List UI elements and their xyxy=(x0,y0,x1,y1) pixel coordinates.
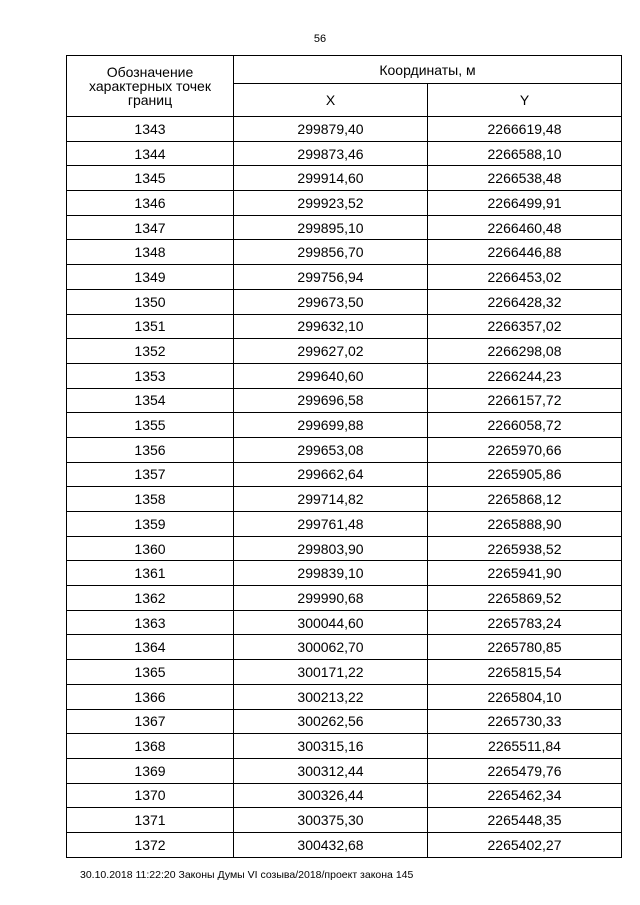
point-id-cell: 1345 xyxy=(67,166,234,191)
point-id-cell: 1362 xyxy=(67,586,234,611)
point-id-cell: 1366 xyxy=(67,684,234,709)
point-id-cell: 1360 xyxy=(67,536,234,561)
table-row xyxy=(67,783,622,808)
x-cell: 299756,94 xyxy=(234,265,428,290)
x-cell: 299662,64 xyxy=(234,462,428,487)
y-cell: 2266428,32 xyxy=(428,289,622,314)
point-id-cell: 1352 xyxy=(67,339,234,364)
page-number: 56 xyxy=(313,33,327,45)
table-row xyxy=(67,117,622,142)
y-cell: 2266619,48 xyxy=(428,117,622,142)
table-row xyxy=(67,388,622,413)
x-cell: 299873,46 xyxy=(234,141,428,166)
footer-text: 30.10.2018 11:22:20 Законы Думы VI созыва/2018/проект закона 145 xyxy=(80,869,414,881)
x-cell: 299673,50 xyxy=(234,289,428,314)
point-id-cell: 1343 xyxy=(67,117,234,142)
y-cell: 2265868,12 xyxy=(428,487,622,512)
table-row xyxy=(67,684,622,709)
table-body xyxy=(67,117,622,858)
y-cell: 2265941,90 xyxy=(428,561,622,586)
y-cell: 2265970,66 xyxy=(428,437,622,462)
y-cell: 2265804,10 xyxy=(428,684,622,709)
x-cell: 299761,48 xyxy=(234,512,428,537)
table-row xyxy=(67,462,622,487)
point-id-cell: 1356 xyxy=(67,437,234,462)
table-row xyxy=(67,363,622,388)
y-cell: 2266460,48 xyxy=(428,215,622,240)
table-row xyxy=(67,191,622,216)
point-id-cell: 1369 xyxy=(67,758,234,783)
x-cell: 299714,82 xyxy=(234,487,428,512)
table-row xyxy=(67,586,622,611)
point-id-cell: 1367 xyxy=(67,709,234,734)
y-cell: 2265905,86 xyxy=(428,462,622,487)
y-cell: 2266058,72 xyxy=(428,413,622,438)
table-row xyxy=(67,512,622,537)
y-cell: 2265815,54 xyxy=(428,660,622,685)
point-id-cell: 1357 xyxy=(67,462,234,487)
header-coordinates: Координаты, м xyxy=(234,56,622,84)
point-id-cell: 1358 xyxy=(67,487,234,512)
x-cell: 299640,60 xyxy=(234,363,428,388)
header-x: X xyxy=(234,84,428,117)
table-row xyxy=(67,610,622,635)
table-row xyxy=(67,215,622,240)
x-cell: 299923,52 xyxy=(234,191,428,216)
x-cell: 300062,70 xyxy=(234,635,428,660)
table-row xyxy=(67,734,622,759)
point-id-cell: 1371 xyxy=(67,808,234,833)
x-cell: 299653,08 xyxy=(234,437,428,462)
y-cell: 2266453,02 xyxy=(428,265,622,290)
x-cell: 299839,10 xyxy=(234,561,428,586)
x-cell: 300326,44 xyxy=(234,783,428,808)
point-id-cell: 1344 xyxy=(67,141,234,166)
y-cell: 2265511,84 xyxy=(428,734,622,759)
y-cell: 2265479,76 xyxy=(428,758,622,783)
x-cell: 299895,10 xyxy=(234,215,428,240)
table-row xyxy=(67,339,622,364)
point-id-cell: 1353 xyxy=(67,363,234,388)
y-cell: 2265938,52 xyxy=(428,536,622,561)
point-id-cell: 1354 xyxy=(67,388,234,413)
point-id-cell: 1355 xyxy=(67,413,234,438)
point-id-cell: 1347 xyxy=(67,215,234,240)
x-cell: 300312,44 xyxy=(234,758,428,783)
y-cell: 2265402,27 xyxy=(428,832,622,857)
x-cell: 299699,88 xyxy=(234,413,428,438)
point-id-cell: 1372 xyxy=(67,832,234,857)
table-row xyxy=(67,487,622,512)
table-row xyxy=(67,265,622,290)
y-cell: 2266588,10 xyxy=(428,141,622,166)
y-cell: 2265783,24 xyxy=(428,610,622,635)
y-cell: 2265869,52 xyxy=(428,586,622,611)
point-id-cell: 1370 xyxy=(67,783,234,808)
table-row xyxy=(67,832,622,857)
point-id-cell: 1351 xyxy=(67,314,234,339)
point-id-cell: 1348 xyxy=(67,240,234,265)
y-cell: 2266538,48 xyxy=(428,166,622,191)
y-cell: 2265780,85 xyxy=(428,635,622,660)
point-id-cell: 1368 xyxy=(67,734,234,759)
point-id-cell: 1364 xyxy=(67,635,234,660)
x-cell: 300171,22 xyxy=(234,660,428,685)
header-y: Y xyxy=(428,84,622,117)
y-cell: 2265462,34 xyxy=(428,783,622,808)
y-cell: 2266157,72 xyxy=(428,388,622,413)
table-row xyxy=(67,561,622,586)
table-row xyxy=(67,314,622,339)
table-row xyxy=(67,660,622,685)
point-id-cell: 1359 xyxy=(67,512,234,537)
x-cell: 299914,60 xyxy=(234,166,428,191)
x-cell: 299627,02 xyxy=(234,339,428,364)
y-cell: 2265730,33 xyxy=(428,709,622,734)
y-cell: 2265888,90 xyxy=(428,512,622,537)
y-cell: 2265448,35 xyxy=(428,808,622,833)
table-row xyxy=(67,758,622,783)
table-row xyxy=(67,709,622,734)
point-id-cell: 1349 xyxy=(67,265,234,290)
point-id-cell: 1346 xyxy=(67,191,234,216)
table-row xyxy=(67,141,622,166)
point-id-cell: 1361 xyxy=(67,561,234,586)
x-cell: 299632,10 xyxy=(234,314,428,339)
x-cell: 300262,56 xyxy=(234,709,428,734)
x-cell: 299856,70 xyxy=(234,240,428,265)
x-cell: 299696,58 xyxy=(234,388,428,413)
x-cell: 300432,68 xyxy=(234,832,428,857)
x-cell: 300375,30 xyxy=(234,808,428,833)
point-id-cell: 1363 xyxy=(67,610,234,635)
x-cell: 299803,90 xyxy=(234,536,428,561)
header-designation: Обозначение характерных точек границ xyxy=(67,56,234,117)
y-cell: 2266446,88 xyxy=(428,240,622,265)
coordinates-table xyxy=(66,55,622,858)
table-row xyxy=(67,536,622,561)
table-row xyxy=(67,413,622,438)
point-id-cell: 1350 xyxy=(67,289,234,314)
table-row xyxy=(67,289,622,314)
table-row xyxy=(67,166,622,191)
point-id-cell: 1365 xyxy=(67,660,234,685)
x-cell: 299879,40 xyxy=(234,117,428,142)
y-cell: 2266357,02 xyxy=(428,314,622,339)
table-row xyxy=(67,437,622,462)
y-cell: 2266244,23 xyxy=(428,363,622,388)
y-cell: 2266298,08 xyxy=(428,339,622,364)
x-cell: 300315,16 xyxy=(234,734,428,759)
x-cell: 299990,68 xyxy=(234,586,428,611)
table-row xyxy=(67,635,622,660)
table-row xyxy=(67,808,622,833)
x-cell: 300213,22 xyxy=(234,684,428,709)
x-cell: 300044,60 xyxy=(234,610,428,635)
table-row xyxy=(67,240,622,265)
y-cell: 2266499,91 xyxy=(428,191,622,216)
